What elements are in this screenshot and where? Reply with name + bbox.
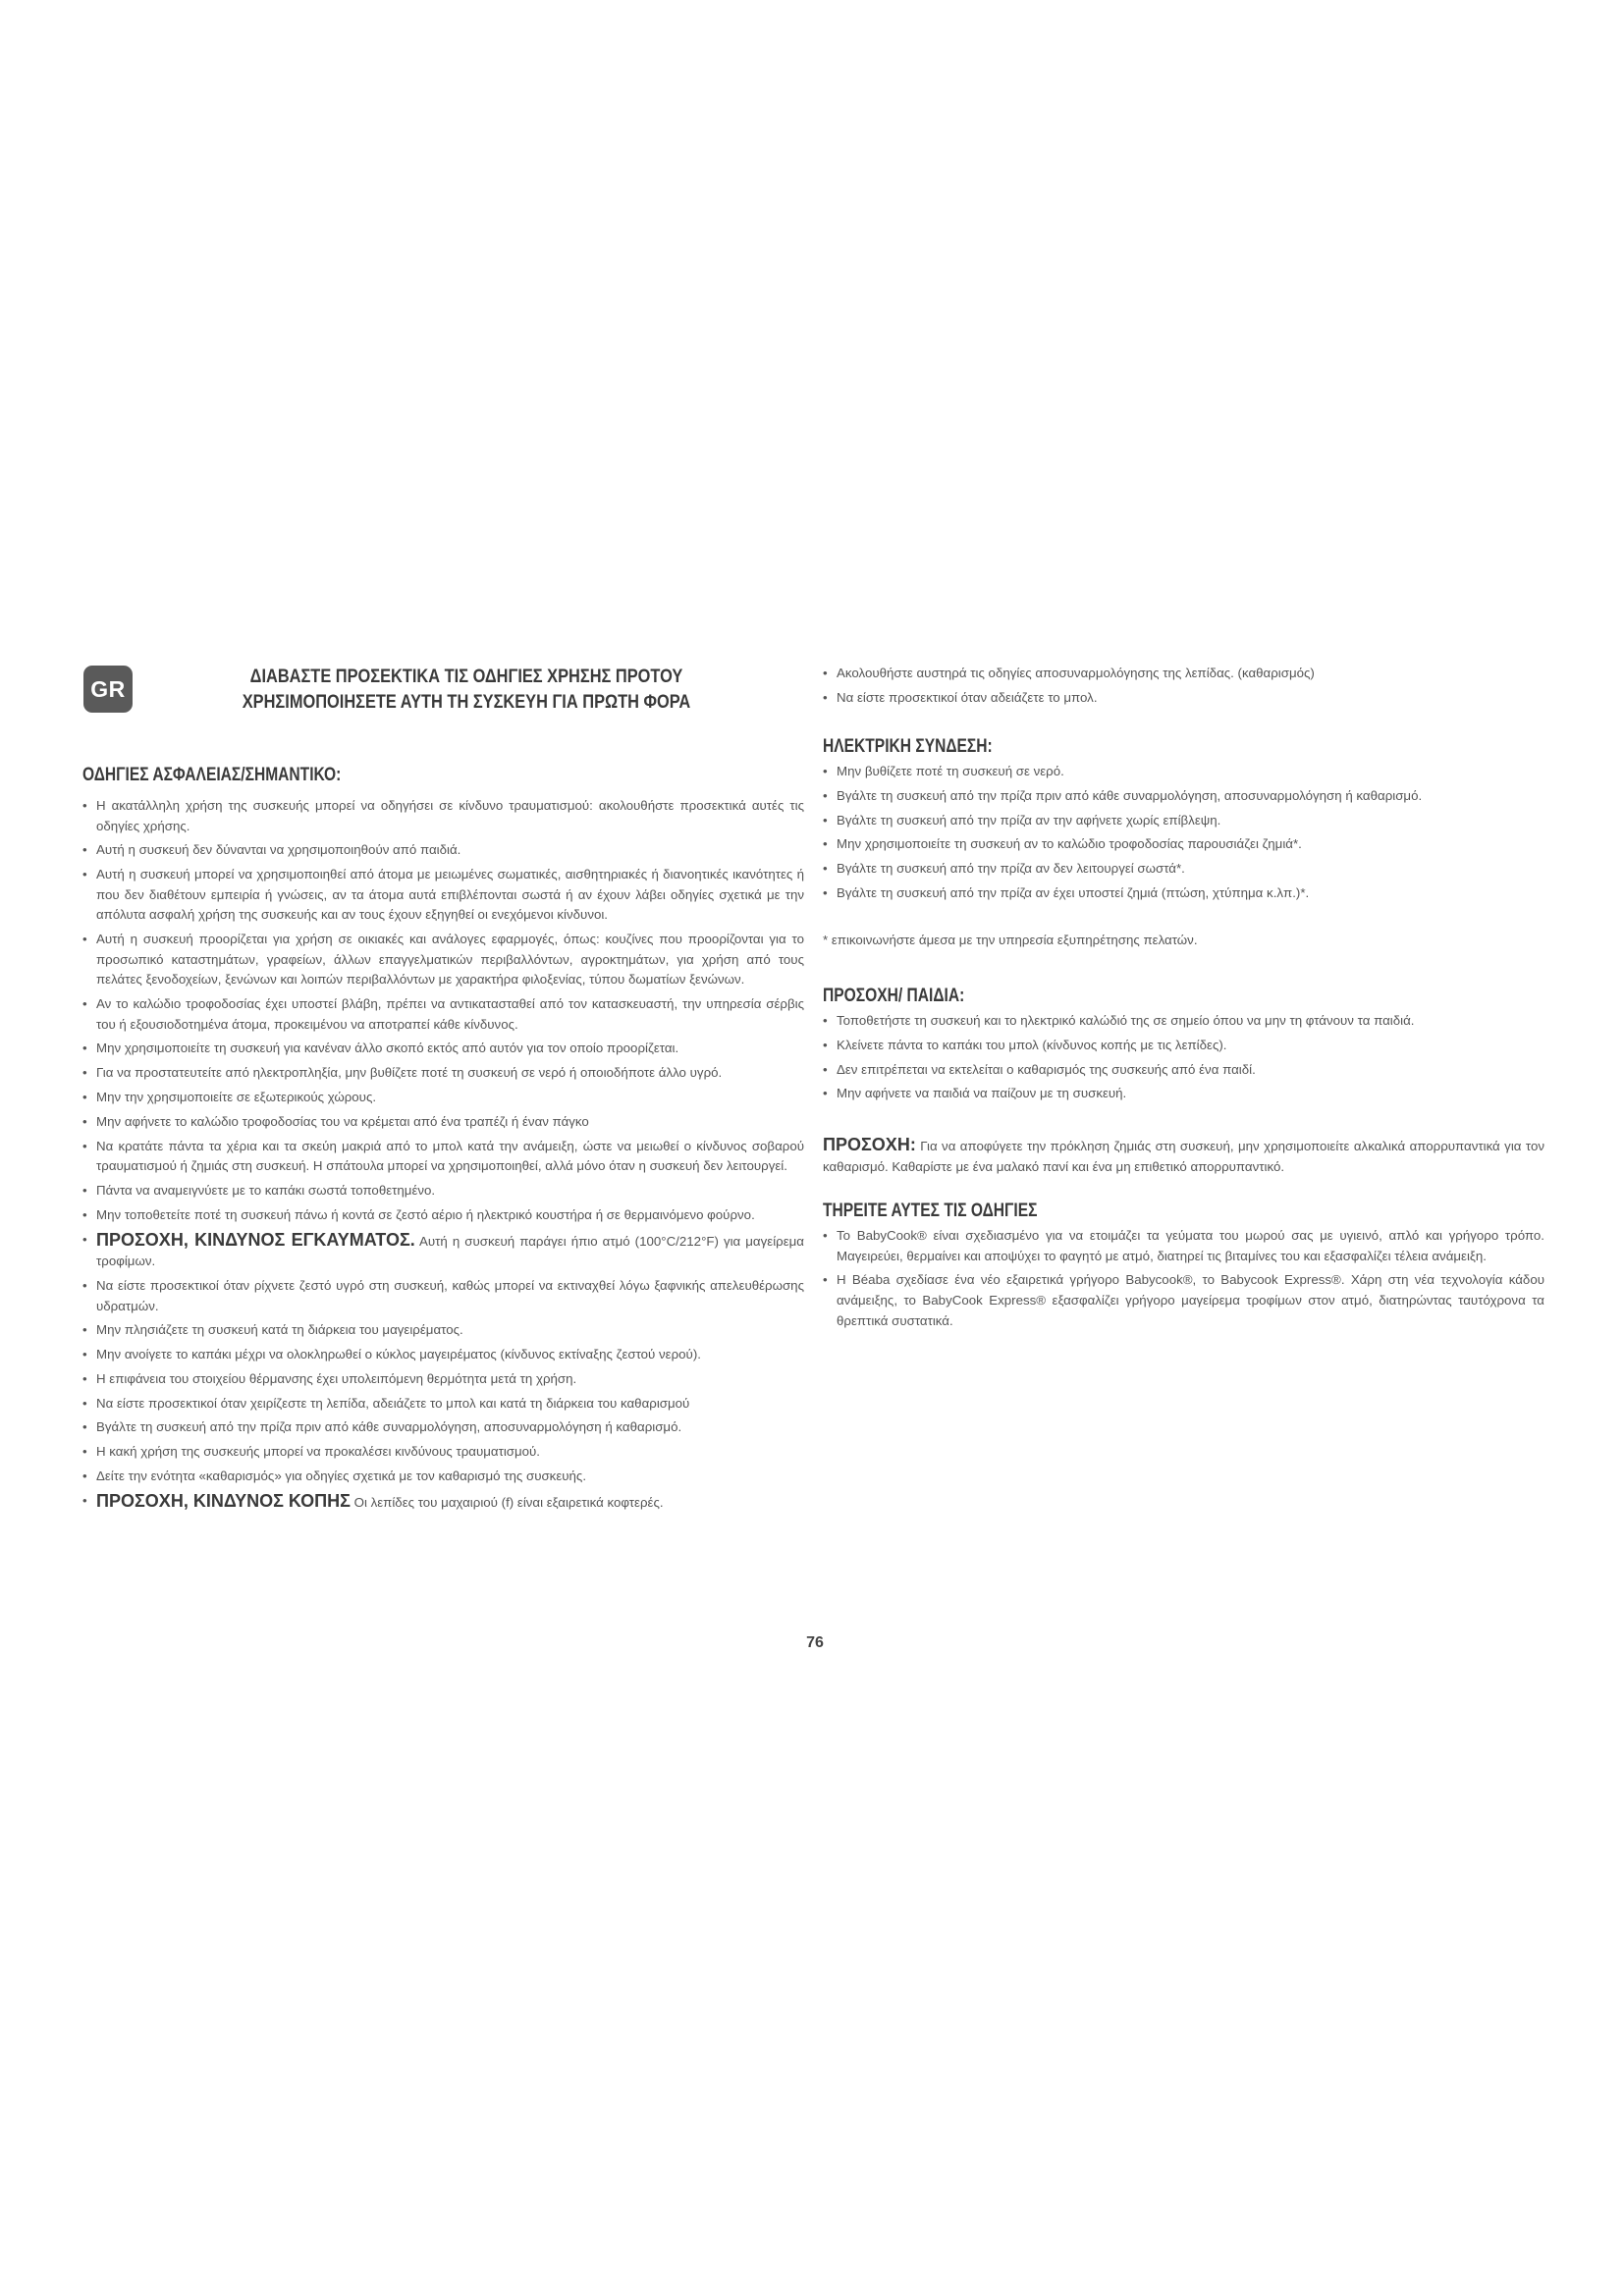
list-item: • Η ακατάλληλη χρήση της συσκευής μπορεί να οδηγήσει σε κίνδυνο τραυματισμού: ακολουθήστε προσεκτικά αυτές τις οδηγίες χρήσης.: [82, 796, 804, 836]
safety-heading: ΟΔΗΓΙΕΣ ΑΣΦΑΛΕΙΑΣ/ΣΗΜΑΝΤΙΚΟ:: [82, 765, 342, 785]
list-item: • Αυτή η συσκευή μπορεί να χρησιμοποιηθεί από άτομα με μειωμένες σωματικές, αισθητηριακές ή διανοητικές ικανότητες ή που δεν διαθέτουν εμπειρία ή γνώσεις, αν τα άτομα αυτά επιβλέπονται σωστά ή αν έχουν λάβει οδηγίες σχετικά με την απόλυτα ασφαλή χρήση της συσκευής και αν τους έχουν εξηγηθεί οι ενεχόμενοι κίνδυνοι.: [82, 865, 804, 926]
language-badge: GR: [83, 666, 133, 713]
list-item: • Βγάλτε τη συσκευή από την πρίζα αν έχει υποστεί ζημιά (πτώση, χτύπημα κ.λπ.)*.: [823, 883, 1544, 904]
list-item: • Αυτή η συσκευή προορίζεται για χρήση σε οικιακές και ανάλογες εφαρμογές, όπως: κουζίνες που προορίζονται για το προσωπικό καταστημάτων, γραφείων, άλλων επαγγελματικών περιβαλλόντων, αγροκτημάτων, για χρήση από τους πελάτες ξενοδοχείων, ξενώνων και λοιπών περιβαλλόντων με χαρακτήρα φιλοξενίας, τύπου δωματίων ξενώνων.: [82, 930, 804, 990]
children-heading: ΠΡΟΣΟΧΗ/ ΠΑΙΔΙΑ:: [823, 986, 965, 1006]
list-item: • Αν το καλώδιο τροφοδοσίας έχει υποστεί βλάβη, πρέπει να αντικατασταθεί από τον κατασκευαστή, την υπηρεσία σέρβις του ή εξουσιοδοτημένα άτομα, προκειμένου να αποτραπεί κάθε κίνδυνος.: [82, 994, 804, 1035]
list-item: • Κλείνετε πάντα το καπάκι του μπολ (κίνδυνος κοπής με τις λεπίδες).: [823, 1036, 1544, 1056]
list-item: • Βγάλτε τη συσκευή από την πρίζα αν δεν λειτουργεί σωστά*.: [823, 859, 1544, 880]
burn-warning: [82, 1230, 804, 1272]
list-item: • Να είστε προσεκτικοί όταν ρίχνετε ζεστό υγρό στη συσκευή, καθώς μπορεί να εκτιναχθεί λόγω ξαφνικής απελευθέρωσης υδρατμών.: [82, 1276, 804, 1316]
keep-list: [823, 1226, 1544, 1335]
caution-label: ΠΡΟΣΟΧΗ:: [823, 1135, 916, 1154]
safety-list: [82, 796, 804, 1518]
list-item: • Ακολουθήστε αυστηρά τις οδηγίες αποσυναρμολόγησης της λεπίδας. (καθαρισμός): [823, 664, 1544, 684]
electrical-list: [823, 762, 1544, 908]
burn-warning-label: ΠΡΟΣΟΧΗ, ΚΙΝΔΥΝΟΣ ΕΓΚΑΥΜΑΤΟΣ.: [96, 1229, 415, 1250]
list-item: • Μην χρησιμοποιείτε τη συσκευή για κανέναν άλλο σκοπό εκτός από αυτόν για τον οποίο προορίζεται.: [82, 1039, 804, 1059]
list-item: • Μην ανοίγετε το καπάκι μέχρι να ολοκληρωθεί ο κύκλος μαγειρέματος (κίνδυνος εκτίναξης ζεστού νερού).: [82, 1345, 804, 1365]
blade-list: [823, 664, 1544, 713]
electrical-heading: ΗΛΕΚΤΡΙΚΗ ΣΥΝΔΕΣΗ:: [823, 736, 993, 757]
list-item: • Για να προστατευτείτε από ηλεκτροπληξία, μην βυθίζετε ποτέ τη συσκευή σε νερό ή οποιοδήποτε άλλο υγρό.: [82, 1063, 804, 1084]
caution-paragraph: [823, 1135, 1544, 1177]
list-item: • Δείτε την ενότητα «καθαρισμός» για οδηγίες σχετικά με τον καθαρισμό της συσκευής.: [82, 1467, 804, 1487]
list-item: • Βγάλτε τη συσκευή από την πρίζα αν την αφήνετε χωρίς επίβλεψη.: [823, 811, 1544, 831]
cut-warning: [82, 1491, 804, 1514]
list-item: • Να είστε προσεκτικοί όταν χειρίζεστε τη λεπίδα, αδειάζετε το μπολ και κατά τη διάρκεια του καθαρισμού: [82, 1394, 804, 1415]
list-item: • Η Béaba σχεδίασε ένα νέο εξαιρετικά γρήγορο Babycook®, το Babycook Express®. Χάρη στη νέα τεχνολογία κάδου ανάμειξης, το BabyCook Express® εξασφαλίζει γρήγορο μαγείρεμα τροφίμων στον ατμό, διατηρώντας ταυτόχρονα τα θρεπτικά συστατικά.: [823, 1270, 1544, 1331]
list-item: • Τοποθετήστε τη συσκευή και το ηλεκτρικό καλώδιό της σε σημείο όπου να μην τη φτάνουν τα παιδιά.: [823, 1011, 1544, 1032]
cut-warning-label: ΠΡΟΣΟΧΗ, ΚΙΝΔΥΝΟΣ ΚΟΠΗΣ: [96, 1490, 351, 1511]
list-item: • Να είστε προσεκτικοί όταν αδειάζετε το μπολ.: [823, 688, 1544, 709]
customer-service-note: * επικοινωνήστε άμεσα με την υπηρεσία εξυπηρέτησης πελατών.: [823, 933, 1198, 947]
title-line-1: ΔΙΑΒΑΣΤΕ ΠΡΟΣΕΚΤΙΚΑ ΤΙΣ ΟΔΗΓΙΕΣ ΧΡΗΣΗΣ ΠΡΟΤΟΥ: [249, 666, 683, 687]
list-item: • Μην αφήνετε να παιδιά να παίζουν με τη συσκευή.: [823, 1084, 1544, 1104]
page-title: [236, 664, 697, 715]
list-item: • Μην τοποθετείτε ποτέ τη συσκευή πάνω ή κοντά σε ζεστό αέριο ή ηλεκτρικό κουστήρα ή σε θερμαινόμενο φούρνο.: [82, 1205, 804, 1226]
list-item: • Να κρατάτε πάντα τα χέρια και τα σκεύη μακριά από το μπολ κατά την ανάμειξη, ώστε να μειωθεί ο κίνδυνος σοβαρού τραυματισμού ή ζημιάς στη συσκευή. Η σπάτουλα μπορεί να χρησιμοποιηθεί, αλλά μόνο όταν η συσκευή δεν λειτουργεί.: [82, 1137, 804, 1177]
keep-heading: ΤΗΡΕΙΤΕ ΑΥΤΕΣ ΤΙΣ ΟΔΗΓΙΕΣ: [823, 1201, 1038, 1221]
list-item: • Μην την χρησιμοποιείτε σε εξωτερικούς χώρους.: [82, 1088, 804, 1108]
page-number: 76: [806, 1634, 824, 1651]
cut-warning-text: Οι λεπίδες του μαχαιριού (f) είναι εξαιρετικά κοφτερές.: [350, 1494, 664, 1510]
list-item: • Μην βυθίζετε ποτέ τη συσκευή σε νερό.: [823, 762, 1544, 782]
children-list: [823, 1011, 1544, 1108]
list-item: • Βγάλτε τη συσκευή από την πρίζα πριν από κάθε συναρμολόγηση, αποσυναρμολόγηση ή καθαρισμό.: [82, 1417, 804, 1438]
list-item: • Αυτή η συσκευή δεν δύνανται να χρησιμοποιηθούν από παιδιά.: [82, 840, 804, 861]
title-line-2: ΧΡΗΣΙΜΟΠΟΙΗΣΕΤΕ ΑΥΤΗ ΤΗ ΣΥΣΚΕΥΗ ΓΙΑ ΠΡΩΤΗ ΦΟΡΑ: [242, 691, 691, 713]
list-item: • Δεν επιτρέπεται να εκτελείται ο καθαρισμός της συσκευής από ένα παιδί.: [823, 1060, 1544, 1081]
list-item: • Βγάλτε τη συσκευή από την πρίζα πριν από κάθε συναρμολόγηση, αποσυναρμολόγηση ή καθαρισμό.: [823, 786, 1544, 807]
caution-text: Για να αποφύγετε την πρόκληση ζημιάς στη συσκευή, μην χρησιμοποιείτε αλκαλικά απορρυπαντικά για τον καθαρισμό. Καθαρίστε με ένα μαλακό πανί και ένα μη επιθετικό απορρυπαντικό.: [823, 1139, 1544, 1174]
list-item: • Η επιφάνεια του στοιχείου θέρμανσης έχει υπολειπόμενη θερμότητα μετά τη χρήση.: [82, 1369, 804, 1390]
list-item: • Πάντα να αναμειγνύετε με το καπάκι σωστά τοποθετημένο.: [82, 1181, 804, 1201]
list-item: • Το BabyCook® είναι σχεδιασμένο για να ετοιμάζει τα γεύματα του μωρού σας με υγιεινό, απλό και γρήγορο τρόπο. Μαγειρεύει, θερμαίνει και αποψύχει το φαγητό με ατμό, διατηρεί τις βιταμίνες του και εξασφαλίζει τέλεια ανάμειξη.: [823, 1226, 1544, 1266]
burn-warning-text: Αυτή η συσκευή παράγει ήπιο ατμό (100°C/212°F) για μαγείρεμα τροφίμων.: [96, 1233, 804, 1269]
list-item: • Μην χρησιμοποιείτε τη συσκευή αν το καλώδιο τροφοδοσίας παρουσιάζει ζημιά*.: [823, 834, 1544, 855]
list-item: • Μην αφήνετε το καλώδιο τροφοδοσίας του να κρέμεται από ένα τραπέζι ή έναν πάγκο: [82, 1112, 804, 1133]
list-item: • Μην πλησιάζετε τη συσκευή κατά τη διάρκεια του μαγειρέματος.: [82, 1320, 804, 1341]
list-item: • Η κακή χρήση της συσκευής μπορεί να προκαλέσει κινδύνους τραυματισμού.: [82, 1442, 804, 1463]
